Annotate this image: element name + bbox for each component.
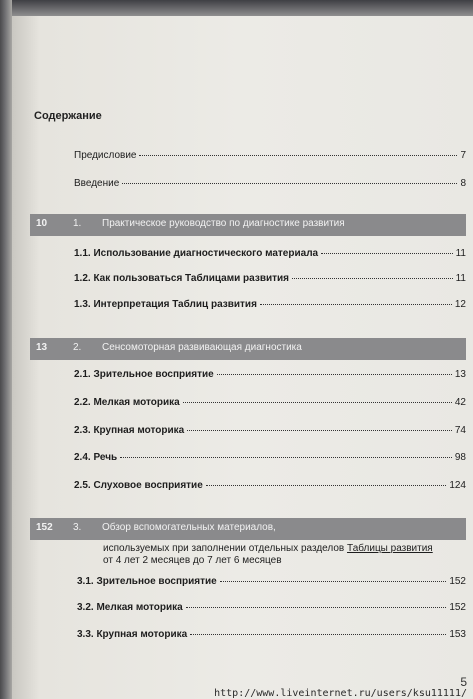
toc-entry-page: 42 xyxy=(454,397,466,408)
dot-leader xyxy=(183,402,452,403)
toc-entry-label: 2.4. Речь xyxy=(74,452,118,463)
toc-heading: Содержание xyxy=(34,110,102,122)
chapter-3-subtitle-line xyxy=(103,543,433,554)
chapter-number: 3. xyxy=(73,522,82,533)
toc-entry-label: 2.5. Слуховое восприятие xyxy=(74,480,203,491)
toc-entry-2-1[interactable] xyxy=(74,369,466,383)
dot-leader xyxy=(206,485,447,486)
dot-leader xyxy=(217,374,452,375)
toc-entry-3-2[interactable] xyxy=(77,602,466,616)
chapter-page: 10 xyxy=(36,218,48,229)
dot-leader xyxy=(120,457,452,458)
toc-entry-2-5[interactable] xyxy=(74,480,466,494)
toc-entry-label: 1.2. Как пользоваться Таблицами развития xyxy=(74,273,289,284)
dot-leader xyxy=(122,183,457,184)
toc-entry-1-3[interactable] xyxy=(74,299,466,313)
toc-entry-1-2[interactable] xyxy=(74,273,466,287)
toc-entry-page: 11 xyxy=(455,273,466,284)
chapter-subtitle-text: используемых при заполнении отдельных разделов xyxy=(103,543,345,554)
chapter-title: Сенсомоторная развивающая диагностика xyxy=(102,342,302,353)
toc-entry-page: 8 xyxy=(460,178,466,189)
top-edge-band xyxy=(12,0,473,16)
chapter-title: Обзор вспомогательных материалов, xyxy=(102,522,276,533)
chapter-subtitle-link[interactable]: Таблицы развития xyxy=(347,543,433,554)
toc-entry-label: 2.2. Мелкая моторика xyxy=(74,397,180,408)
toc-entry-page: 98 xyxy=(454,452,466,463)
chapter-page: 152 xyxy=(36,522,53,533)
book-spine xyxy=(0,0,12,699)
toc-entry-2-3[interactable] xyxy=(74,425,466,439)
chapter-2-band[interactable] xyxy=(30,338,466,360)
toc-entry-2-2[interactable] xyxy=(74,397,466,411)
toc-entry-label: 3.1. Зрительное восприятие xyxy=(77,576,217,587)
chapter-number: 2. xyxy=(73,342,82,353)
chapter-3-age-range: от 4 лет 2 месяцев до 7 лет 6 месяцев xyxy=(103,555,282,566)
toc-entry-1-1[interactable] xyxy=(74,248,466,262)
chapter-title: Практическое руководство по диагностике развития xyxy=(102,218,345,229)
toc-entry-page: 11 xyxy=(455,248,466,259)
dot-leader xyxy=(187,430,452,431)
page-number: 5 xyxy=(460,675,467,689)
toc-entry-page: 153 xyxy=(449,629,466,640)
toc-entry-label: Введение xyxy=(74,178,120,189)
dot-leader xyxy=(220,581,447,582)
dot-leader xyxy=(321,253,453,254)
source-url-watermark[interactable]: http://www.liveinternet.ru/users/ksu11111/ xyxy=(214,688,467,699)
toc-entry-page: 7 xyxy=(460,150,466,161)
toc-entry-3-1[interactable] xyxy=(77,576,466,590)
toc-entry-label: 1.1. Использование диагностического материала xyxy=(74,248,319,259)
dot-leader xyxy=(260,304,452,305)
dot-leader xyxy=(292,278,453,279)
dot-leader xyxy=(190,634,446,635)
chapter-3-band[interactable] xyxy=(30,518,466,540)
toc-entry-page: 152 xyxy=(449,576,466,587)
toc-entry-label: Предисловие xyxy=(74,150,137,161)
toc-entry-label: 3.2. Мелкая моторика xyxy=(77,602,183,613)
toc-entry-2-4[interactable] xyxy=(74,452,466,466)
chapter-page: 13 xyxy=(36,342,48,353)
chapter-1-band[interactable] xyxy=(30,214,466,236)
toc-entry-page: 152 xyxy=(449,602,466,613)
toc-entry-label: 3.3. Крупная моторика xyxy=(77,629,188,640)
toc-entry-label: 2.3. Крупная моторика xyxy=(74,425,185,436)
toc-entry-introduction[interactable] xyxy=(74,178,466,192)
chapter-number: 1. xyxy=(73,218,82,229)
toc-entry-page: 13 xyxy=(454,369,466,380)
toc-entry-label: 1.3. Интерпретация Таблиц развития xyxy=(74,299,257,310)
toc-entry-page: 124 xyxy=(449,480,466,491)
toc-entry-label: 2.1. Зрительное восприятие xyxy=(74,369,214,380)
toc-entry-page: 74 xyxy=(454,425,466,436)
toc-entry-3-3[interactable] xyxy=(77,629,466,643)
toc-entry-preface[interactable] xyxy=(74,150,466,164)
toc-entry-page: 12 xyxy=(454,299,466,310)
dot-leader xyxy=(186,607,447,608)
dot-leader xyxy=(139,155,457,156)
